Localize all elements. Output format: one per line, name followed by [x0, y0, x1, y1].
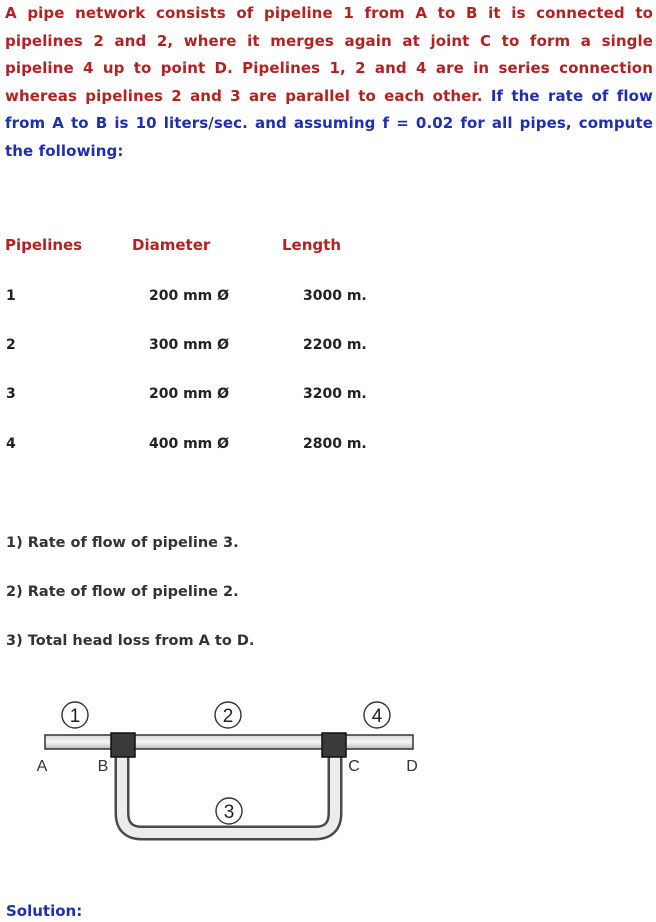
pipe-network-diagram: [0, 695, 656, 895]
row-4-diameter: 400 mm Ø: [149, 436, 230, 452]
point-label-c: C: [348, 758, 360, 775]
row-4-pipeline: 4: [6, 436, 16, 452]
row-3-diameter: 200 mm Ø: [149, 386, 230, 402]
point-label-b: B: [97, 758, 109, 775]
header-pipelines: Pipelines: [5, 236, 83, 254]
joint-c: [322, 733, 346, 757]
question-3: 3) Total head loss from A to D.: [6, 633, 255, 649]
row-1-pipeline: 1: [6, 288, 16, 304]
row-3-length: 3200 m.: [303, 386, 367, 402]
problem-task: If the rate of flow from A to B is 10 liters/sec. and assuming f = 0.02 for all pipes, compute the following:: [5, 86, 653, 160]
pipe-label-4: [364, 702, 390, 728]
svg-text:4: 4: [371, 706, 383, 727]
row-3-pipeline: 3: [6, 386, 16, 402]
header-diameter: Diameter: [132, 236, 211, 254]
row-1-length: 3000 m.: [303, 288, 367, 304]
problem-description: A pipe network consists of pipeline 1 from A to B it is connected to pipelines 2 and 2, where it merges again at joint C to form a single pipeline 4 up to point D. Pipelines 1, 2 and 4 are in series connection whereas pipelines 2 and 3 are parallel to each other.: [5, 4, 653, 105]
svg-text:2: 2: [222, 706, 234, 727]
point-label-a: A: [36, 758, 48, 775]
pipe-label-3: [216, 798, 242, 824]
problem-statement: [5, 0, 653, 165]
row-2-length: 2200 m.: [303, 337, 367, 353]
question-2: 2) Rate of flow of pipeline 2.: [6, 584, 239, 600]
point-label-d: D: [406, 758, 418, 775]
row-2-pipeline: 2: [6, 337, 16, 353]
header-length: Length: [282, 236, 341, 254]
pipe-label-2: [215, 702, 241, 728]
row-1-diameter: 200 mm Ø: [149, 288, 230, 304]
main-pipe: [45, 735, 413, 749]
row-4-length: 2800 m.: [303, 436, 367, 452]
question-1: 1) Rate of flow of pipeline 3.: [6, 535, 239, 551]
pipe-label-1: [62, 702, 88, 728]
solution-label: Solution:: [6, 902, 83, 920]
row-2-diameter: 300 mm Ø: [149, 337, 230, 353]
joint-b: [111, 733, 135, 757]
svg-text:1: 1: [69, 706, 81, 727]
svg-text:3: 3: [223, 802, 235, 823]
